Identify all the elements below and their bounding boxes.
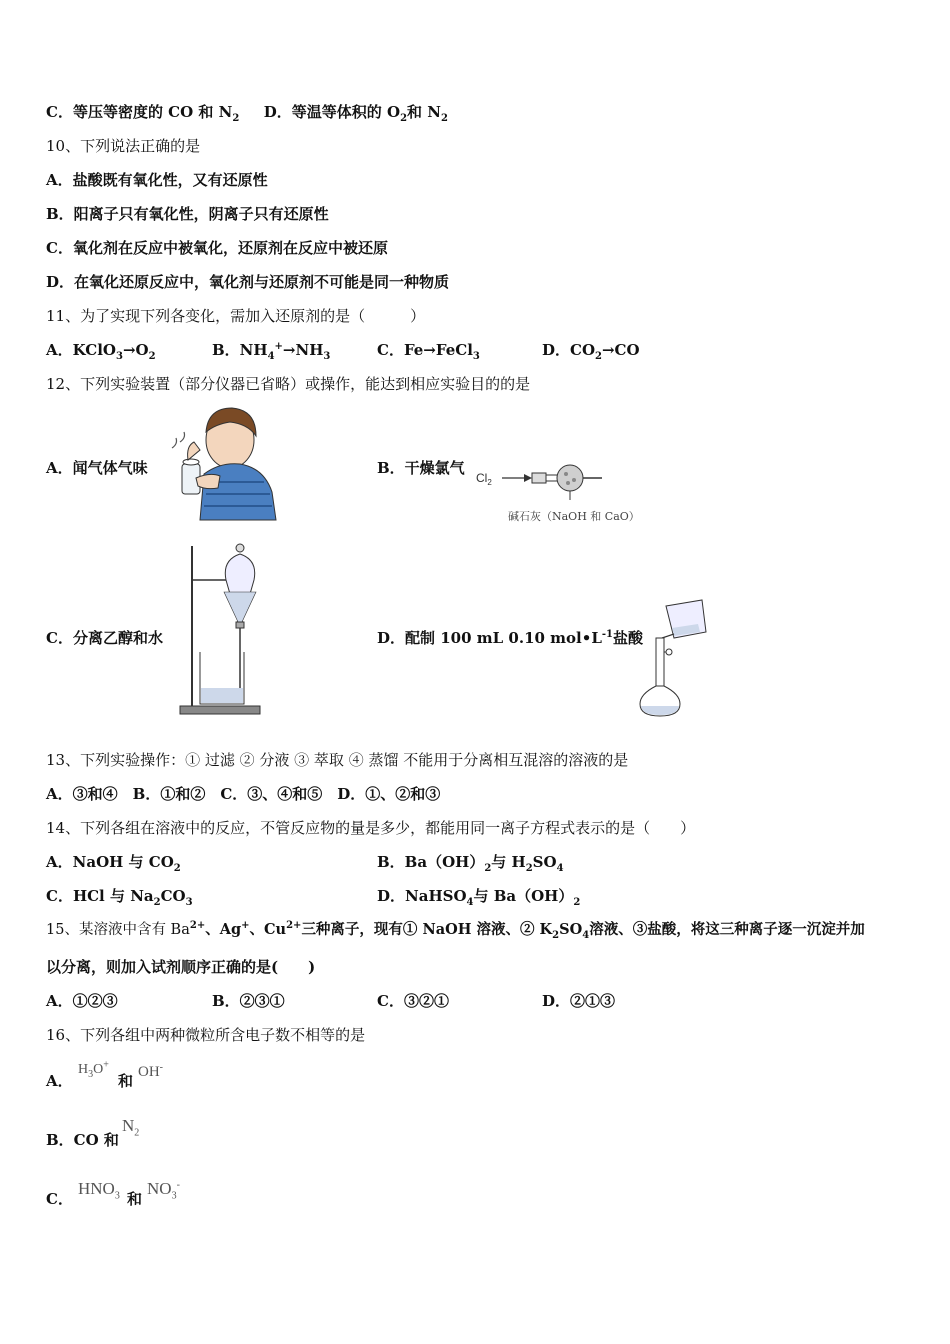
q16-option-b xyxy=(46,1130,119,1150)
q15-stem-line2: 以分离，则加入试剂顺序正确的是( ) xyxy=(46,958,316,976)
q14-b-post: SO xyxy=(532,853,557,871)
subscript: 3 xyxy=(88,1068,94,1080)
q10-stem: 10、下列说法正确的是 xyxy=(46,137,201,155)
q16-c-formula-2: $NO_3^-$ xyxy=(147,1179,180,1202)
q14-a-text: A．NaOH 与 CO xyxy=(46,853,174,871)
subscript: 2 xyxy=(595,351,602,362)
q14-c-text: C．HCl 与 Na xyxy=(46,887,154,905)
subscript: 4 xyxy=(582,929,590,941)
subscript: 3 xyxy=(171,1190,177,1202)
q16-c-formula-1: $HNO_3$ xyxy=(78,1179,120,1202)
smell-gas-figure xyxy=(160,402,280,524)
volumetric-flask-figure xyxy=(636,598,712,720)
superscript: + xyxy=(241,920,250,932)
q12-option-b: B．干燥氯气 xyxy=(377,459,465,477)
subscript: 3 xyxy=(185,897,193,908)
subscript: 3 xyxy=(114,1190,120,1202)
q10-option-a: A．盐酸既有氧化性，又有还原性 xyxy=(46,171,268,189)
q15-option-c: C．③②① xyxy=(377,992,449,1010)
superscript: 2+ xyxy=(286,920,302,932)
q11-option-a xyxy=(46,340,156,360)
q14-b-mid: 与 H xyxy=(491,853,526,871)
separatory-funnel-figure xyxy=(178,540,268,718)
q11-d-post: →CO xyxy=(601,341,640,359)
q16-a-and: 和 xyxy=(118,1072,134,1090)
q15-text-6: 溶液、③盐酸，将这三种离子逐一沉淀并加 xyxy=(589,921,865,938)
q9-option-d-mid: 和 N xyxy=(407,103,441,121)
q11-option-d xyxy=(542,340,640,360)
q15-option-b: B．②③① xyxy=(212,992,285,1010)
q15-stem xyxy=(46,920,865,940)
q15-text-4: 三种离子，现有① NaOH 溶液、② K xyxy=(301,921,553,938)
q12-option-c: C．分离乙醇和水 xyxy=(46,629,163,647)
subscript: 3 xyxy=(323,351,331,362)
subscript: 4 xyxy=(466,897,474,908)
q15-option-a: A．①②③ xyxy=(46,992,118,1010)
q11-b-text: B．NH xyxy=(212,341,268,359)
subscript: 2 xyxy=(153,897,161,908)
q16-option-a xyxy=(46,1071,73,1091)
q14-c-mid: CO xyxy=(160,887,186,905)
subscript: 2 xyxy=(148,351,156,362)
q9-options xyxy=(46,102,448,122)
q16-a-formula-1: $H_3O^+$ xyxy=(78,1059,109,1080)
q10-option-d: D．在氧化还原反应中，氧化剂与还原剂不可能是同一种物质 xyxy=(46,273,450,291)
q15-option-d: D．②①③ xyxy=(542,992,616,1010)
q12-stem: 12、下列实验装置（部分仪器已省略）或操作，能达到相应实验目的的是 xyxy=(46,375,531,393)
q11-a-text: A．KClO xyxy=(46,341,116,359)
subscript: 2 xyxy=(573,897,581,908)
q14-option-d xyxy=(377,886,580,906)
subscript: 2 xyxy=(440,113,448,124)
subscript: 2 xyxy=(232,113,240,124)
q11-a-mid: →O xyxy=(122,341,149,359)
q11-b-post: →NH xyxy=(282,341,324,359)
q16-stem: 16、下列各组中两种微粒所含电子数不相等的是 xyxy=(46,1026,366,1044)
q11-c-text: C．Fe→FeCl xyxy=(377,341,473,359)
q11-d-text: D．CO xyxy=(542,341,596,359)
q12-option-d xyxy=(377,628,643,648)
subscript: 3 xyxy=(472,351,480,362)
superscript: - xyxy=(176,1179,180,1191)
subscript: 2 xyxy=(134,1127,140,1139)
cl2-label: $Cl_2$ xyxy=(476,471,492,487)
q15-text-5: SO xyxy=(559,921,583,938)
q13-stem: 13、下列实验操作：① 过滤 ② 分液 ③ 萃取 ④ 蒸馏 不能用于分离相互混溶的溶液的是 xyxy=(46,751,629,769)
q16-a-formula-2: OH- xyxy=(138,1062,164,1080)
q14-option-b xyxy=(377,852,564,872)
q10-option-b: B．阳离子只有氧化性，阴离子只有还原性 xyxy=(46,205,329,223)
superscript: + xyxy=(103,1059,109,1071)
subscript: 3 xyxy=(115,351,123,362)
q11-option-b xyxy=(212,340,330,360)
q12-option-a: A．闻气体气味 xyxy=(46,459,148,477)
q15-text-2: 、Ag xyxy=(205,921,242,938)
superscript: + xyxy=(274,341,283,352)
subscript: 4 xyxy=(267,351,275,362)
q14-d-text: D．NaHSO xyxy=(377,887,467,905)
superscript: - xyxy=(159,1062,164,1073)
q14-b-text: B．Ba（OH） xyxy=(377,853,485,871)
q11-stem: 11、为了实现下列各变化，需加入还原剂的是（ ） xyxy=(46,307,426,325)
q14-option-a xyxy=(46,852,181,872)
q9-option-d: D．等温等体积的 O xyxy=(263,103,401,121)
drying-tube-caption: 碱石灰（NaOH 和 CaO） xyxy=(508,510,640,523)
subscript: 2 xyxy=(400,113,408,124)
q12-d-post: 盐酸 xyxy=(612,629,643,647)
q16-a-label: A． xyxy=(46,1072,73,1090)
q13-options: A．③和④ B．①和② C．③、④和⑤ D．①、②和③ xyxy=(46,785,441,803)
q16-c-and: 和 xyxy=(127,1190,143,1208)
q14-stem: 14、下列各组在溶液中的反应，不管反应物的量是多少，都能用同一离子方程式表示的是（ ） xyxy=(46,819,696,837)
q11-option-c xyxy=(377,340,480,360)
subscript: 2 xyxy=(525,863,533,874)
q10-option-c: C．氧化剂在反应中被氧化，还原剂在反应中被还原 xyxy=(46,239,388,257)
subscript: 2 xyxy=(552,929,560,941)
q15-text-3: 、Cu xyxy=(249,921,287,938)
q9-option-c: C．等压等密度的 CO 和 N xyxy=(46,103,233,121)
subscript: 4 xyxy=(556,863,564,874)
q12-d-text: D．配制 100 mL 0.10 mol•L xyxy=(377,629,602,647)
subscript: 2 xyxy=(173,863,181,874)
q16-b-formula: $N_2$ xyxy=(122,1116,140,1139)
drying-tube-figure xyxy=(476,460,676,526)
q16-option-c xyxy=(46,1189,73,1209)
superscript: 2+ xyxy=(189,920,206,932)
superscript: -1 xyxy=(601,629,613,640)
q16-b-label: B．CO 和 xyxy=(46,1131,119,1149)
q16-c-label: C． xyxy=(46,1190,73,1208)
q14-option-c xyxy=(46,886,193,906)
subscript: 2 xyxy=(484,863,492,874)
q15-text-1: 15、某溶液中含有 Ba xyxy=(46,922,190,938)
q14-d-mid: 与 Ba（OH） xyxy=(473,887,574,905)
